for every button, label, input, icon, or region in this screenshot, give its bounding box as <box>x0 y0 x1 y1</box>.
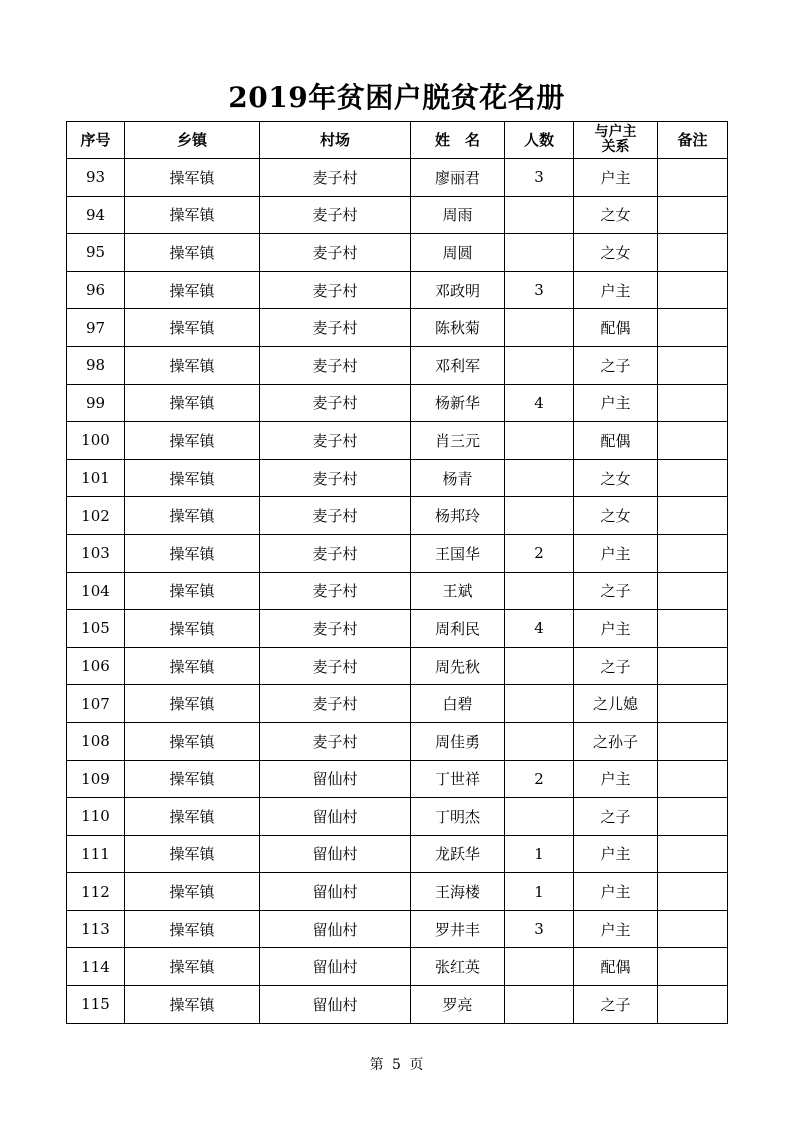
cell-seq: 111 <box>67 835 125 873</box>
document-title: 2019年贫困户脱贫花名册 <box>228 81 565 114</box>
cell-village: 麦子村 <box>260 610 411 648</box>
cell-village: 麦子村 <box>260 497 411 535</box>
cell-remark <box>658 610 728 648</box>
cell-village: 麦子村 <box>260 271 411 309</box>
cell-name: 邓利军 <box>411 346 505 384</box>
cell-town: 操军镇 <box>125 647 260 685</box>
cell-name: 肖三元 <box>411 422 505 460</box>
cell-count <box>505 986 574 1024</box>
cell-seq: 112 <box>67 873 125 911</box>
header-row <box>67 122 728 159</box>
cell-count: 1 <box>505 835 574 873</box>
cell-seq: 103 <box>67 534 125 572</box>
cell-town: 操军镇 <box>125 986 260 1024</box>
cell-remark <box>658 722 728 760</box>
cell-village: 麦子村 <box>260 685 411 723</box>
cell-remark <box>658 948 728 986</box>
cell-remark <box>658 159 728 197</box>
cell-village: 麦子村 <box>260 572 411 610</box>
cell-remark <box>658 234 728 272</box>
table-row <box>67 610 728 648</box>
cell-relation: 户主 <box>574 610 658 648</box>
cell-seq: 102 <box>67 497 125 535</box>
cell-seq: 105 <box>67 610 125 648</box>
cell-town: 操军镇 <box>125 534 260 572</box>
cell-relation: 配偶 <box>574 948 658 986</box>
cell-relation: 户主 <box>574 534 658 572</box>
cell-town: 操军镇 <box>125 271 260 309</box>
cell-remark <box>658 873 728 911</box>
table-row <box>67 196 728 234</box>
cell-count <box>505 948 574 986</box>
cell-seq: 97 <box>67 309 125 347</box>
cell-remark <box>658 647 728 685</box>
cell-relation: 户主 <box>574 873 658 911</box>
column-header-village: 村场 <box>260 122 411 159</box>
cell-count: 2 <box>505 534 574 572</box>
cell-town: 操军镇 <box>125 309 260 347</box>
cell-village: 留仙村 <box>260 760 411 798</box>
cell-count <box>505 346 574 384</box>
cell-town: 操军镇 <box>125 159 260 197</box>
cell-village: 麦子村 <box>260 459 411 497</box>
cell-seq: 99 <box>67 384 125 422</box>
cell-count: 3 <box>505 271 574 309</box>
cell-seq: 113 <box>67 910 125 948</box>
cell-village: 留仙村 <box>260 986 411 1024</box>
table-row <box>67 760 728 798</box>
cell-town: 操军镇 <box>125 835 260 873</box>
cell-village: 麦子村 <box>260 722 411 760</box>
table-row <box>67 459 728 497</box>
table-row <box>67 873 728 911</box>
column-header-town: 乡镇 <box>125 122 260 159</box>
cell-count: 4 <box>505 610 574 648</box>
cell-village: 麦子村 <box>260 534 411 572</box>
cell-relation: 户主 <box>574 384 658 422</box>
cell-village: 麦子村 <box>260 384 411 422</box>
cell-count <box>505 572 574 610</box>
cell-village: 麦子村 <box>260 346 411 384</box>
cell-relation: 之子 <box>574 572 658 610</box>
cell-seq: 114 <box>67 948 125 986</box>
cell-seq: 107 <box>67 685 125 723</box>
cell-name: 罗亮 <box>411 986 505 1024</box>
column-header-remark: 备注 <box>658 122 728 159</box>
cell-relation: 之子 <box>574 798 658 836</box>
cell-relation: 户主 <box>574 271 658 309</box>
cell-name: 杨新华 <box>411 384 505 422</box>
cell-relation: 户主 <box>574 760 658 798</box>
cell-count: 1 <box>505 873 574 911</box>
column-header-relation-line2: 关系 <box>601 139 630 155</box>
cell-town: 操军镇 <box>125 422 260 460</box>
cell-remark <box>658 497 728 535</box>
page-number: 5 <box>392 1057 401 1073</box>
cell-count: 4 <box>505 384 574 422</box>
table-row <box>67 647 728 685</box>
cell-seq: 104 <box>67 572 125 610</box>
cell-relation: 之子 <box>574 346 658 384</box>
cell-relation: 之女 <box>574 459 658 497</box>
cell-count: 3 <box>505 159 574 197</box>
cell-town: 操军镇 <box>125 610 260 648</box>
cell-town: 操军镇 <box>125 346 260 384</box>
cell-count <box>505 798 574 836</box>
cell-remark <box>658 346 728 384</box>
cell-name: 丁世祥 <box>411 760 505 798</box>
cell-remark <box>658 572 728 610</box>
cell-town: 操军镇 <box>125 760 260 798</box>
cell-relation: 户主 <box>574 159 658 197</box>
cell-name: 周佳勇 <box>411 722 505 760</box>
cell-name: 杨青 <box>411 459 505 497</box>
cell-relation: 之儿媳 <box>574 685 658 723</box>
cell-village: 留仙村 <box>260 910 411 948</box>
column-header-relation <box>574 122 658 159</box>
cell-count <box>505 196 574 234</box>
cell-name: 廖丽君 <box>411 159 505 197</box>
cell-remark <box>658 986 728 1024</box>
cell-remark <box>658 384 728 422</box>
cell-remark <box>658 534 728 572</box>
cell-count <box>505 647 574 685</box>
cell-name: 周雨 <box>411 196 505 234</box>
cell-name: 罗井丰 <box>411 910 505 948</box>
cell-seq: 109 <box>67 760 125 798</box>
table-row <box>67 798 728 836</box>
cell-relation: 户主 <box>574 835 658 873</box>
cell-relation: 之子 <box>574 647 658 685</box>
cell-count <box>505 422 574 460</box>
cell-count: 3 <box>505 910 574 948</box>
cell-name: 王国华 <box>411 534 505 572</box>
cell-count <box>505 459 574 497</box>
column-header-name: 姓 名 <box>411 122 505 159</box>
cell-relation: 户主 <box>574 910 658 948</box>
cell-village: 麦子村 <box>260 647 411 685</box>
cell-count <box>505 685 574 723</box>
cell-relation: 之子 <box>574 986 658 1024</box>
cell-seq: 101 <box>67 459 125 497</box>
cell-remark <box>658 835 728 873</box>
cell-count <box>505 722 574 760</box>
cell-count: 2 <box>505 760 574 798</box>
table-row <box>67 948 728 986</box>
table-row <box>67 722 728 760</box>
table-body <box>67 159 728 1024</box>
table-row <box>67 572 728 610</box>
cell-name: 杨邦玲 <box>411 497 505 535</box>
page-footer <box>0 1055 793 1075</box>
cell-town: 操军镇 <box>125 459 260 497</box>
cell-remark <box>658 271 728 309</box>
cell-relation: 之女 <box>574 196 658 234</box>
cell-relation: 之孙子 <box>574 722 658 760</box>
cell-count <box>505 497 574 535</box>
cell-seq: 115 <box>67 986 125 1024</box>
cell-seq: 96 <box>67 271 125 309</box>
table-row <box>67 234 728 272</box>
cell-name: 周先秋 <box>411 647 505 685</box>
cell-name: 白碧 <box>411 685 505 723</box>
cell-town: 操军镇 <box>125 384 260 422</box>
cell-town: 操军镇 <box>125 685 260 723</box>
poverty-roster-table <box>66 121 728 1024</box>
cell-town: 操军镇 <box>125 948 260 986</box>
cell-town: 操军镇 <box>125 798 260 836</box>
cell-village: 留仙村 <box>260 798 411 836</box>
cell-remark <box>658 422 728 460</box>
cell-town: 操军镇 <box>125 910 260 948</box>
cell-remark <box>658 309 728 347</box>
cell-town: 操军镇 <box>125 873 260 911</box>
cell-name: 周圆 <box>411 234 505 272</box>
cell-relation: 配偶 <box>574 422 658 460</box>
table-row <box>67 271 728 309</box>
cell-town: 操军镇 <box>125 722 260 760</box>
table-row <box>67 159 728 197</box>
table-row <box>67 986 728 1024</box>
cell-name: 龙跃华 <box>411 835 505 873</box>
cell-seq: 95 <box>67 234 125 272</box>
table-row <box>67 497 728 535</box>
cell-village: 留仙村 <box>260 873 411 911</box>
cell-seq: 110 <box>67 798 125 836</box>
cell-town: 操军镇 <box>125 196 260 234</box>
cell-town: 操军镇 <box>125 497 260 535</box>
cell-name: 陈秋菊 <box>411 309 505 347</box>
table-row <box>67 910 728 948</box>
column-header-seq: 序号 <box>67 122 125 159</box>
cell-count <box>505 309 574 347</box>
table-row <box>67 835 728 873</box>
table-row <box>67 384 728 422</box>
page-number-suffix: 页 <box>409 1057 424 1073</box>
cell-name: 周利民 <box>411 610 505 648</box>
cell-town: 操军镇 <box>125 572 260 610</box>
column-header-count: 人数 <box>505 122 574 159</box>
cell-remark <box>658 459 728 497</box>
cell-relation: 之女 <box>574 497 658 535</box>
cell-remark <box>658 760 728 798</box>
cell-village: 留仙村 <box>260 948 411 986</box>
cell-seq: 93 <box>67 159 125 197</box>
cell-name: 王海楼 <box>411 873 505 911</box>
cell-seq: 100 <box>67 422 125 460</box>
cell-relation: 配偶 <box>574 309 658 347</box>
cell-remark <box>658 798 728 836</box>
table-row <box>67 422 728 460</box>
cell-remark <box>658 685 728 723</box>
cell-seq: 94 <box>67 196 125 234</box>
cell-seq: 108 <box>67 722 125 760</box>
cell-village: 留仙村 <box>260 835 411 873</box>
cell-village: 麦子村 <box>260 234 411 272</box>
cell-name: 张红英 <box>411 948 505 986</box>
cell-town: 操军镇 <box>125 234 260 272</box>
cell-seq: 106 <box>67 647 125 685</box>
table-row <box>67 534 728 572</box>
table-row <box>67 346 728 384</box>
cell-relation: 之女 <box>574 234 658 272</box>
cell-seq: 98 <box>67 346 125 384</box>
column-header-relation-line1: 与户主 <box>594 124 637 140</box>
cell-remark <box>658 910 728 948</box>
page-number-prefix: 第 <box>369 1057 384 1073</box>
table-row <box>67 309 728 347</box>
table-row <box>67 685 728 723</box>
cell-village: 麦子村 <box>260 422 411 460</box>
cell-village: 麦子村 <box>260 309 411 347</box>
cell-village: 麦子村 <box>260 196 411 234</box>
cell-name: 丁明杰 <box>411 798 505 836</box>
cell-remark <box>658 196 728 234</box>
cell-village: 麦子村 <box>260 159 411 197</box>
cell-name: 邓政明 <box>411 271 505 309</box>
cell-count <box>505 234 574 272</box>
cell-name: 王斌 <box>411 572 505 610</box>
